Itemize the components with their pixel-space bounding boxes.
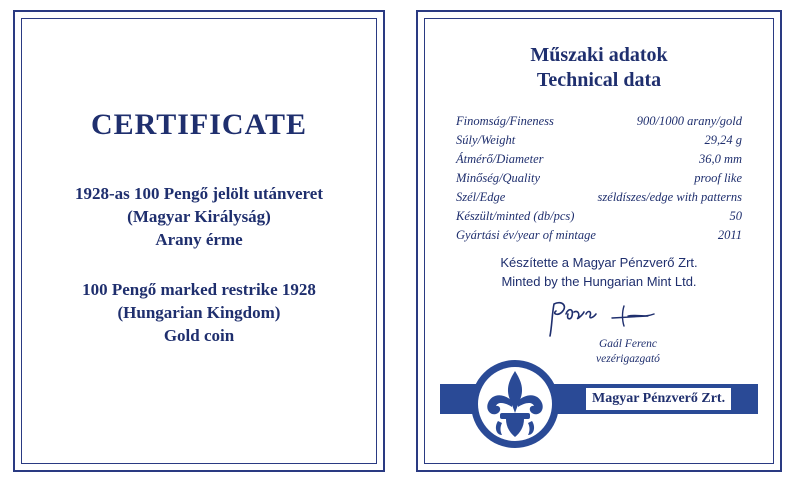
technical-title-en: Technical data <box>536 69 662 91</box>
spec-row <box>456 169 742 188</box>
spec-row <box>456 207 742 226</box>
spec-row <box>456 150 742 169</box>
spec-value: 50 <box>729 209 742 223</box>
spec-value: 2011 <box>717 228 742 242</box>
kingdom-en: (Hungarian Kingdom) <box>117 303 281 322</box>
spec-value: 36,0 mm <box>698 152 742 166</box>
spec-row <box>456 226 742 245</box>
technical-title-hu: Műszaki adatok <box>530 44 668 66</box>
minted-by-en: Minted by the Hungarian Mint Ltd. <box>501 274 697 289</box>
spec-label: Minőség/Quality <box>456 171 541 185</box>
spec-label: Gyártási év/year of mintage <box>456 228 596 242</box>
certificate-title: CERTIFICATE <box>90 108 308 141</box>
technical-data-panel <box>416 10 782 472</box>
certificate-panel <box>13 10 385 472</box>
kingdom-hu: (Magyar Királyság) <box>127 207 271 226</box>
spec-row <box>456 188 742 207</box>
spec-label: Finomság/Fineness <box>456 114 554 128</box>
signer-name: Gaál Ferenc <box>598 338 657 350</box>
signer-title: vezérigazgató <box>596 353 660 365</box>
spec-label: Átmérő/Diameter <box>456 152 544 166</box>
spec-value: proof like <box>694 171 742 185</box>
spec-value: 900/1000 arany/gold <box>636 114 742 128</box>
spec-value: 29,24 g <box>704 133 742 147</box>
spec-label: Szél/Edge <box>456 190 506 204</box>
signature <box>536 296 666 340</box>
spec-label: Súly/Weight <box>456 133 516 147</box>
coin-type-hu: Arany érme <box>155 230 243 249</box>
spec-row <box>456 112 742 131</box>
spec-row <box>456 131 742 150</box>
coin-type-en: Gold coin <box>163 326 235 345</box>
spec-table <box>456 112 742 245</box>
brand-name: Magyar Pénzverő Zrt. <box>586 388 731 410</box>
spec-label: Készült/minted (db/pcs) <box>456 209 575 223</box>
mint-logo-icon <box>468 357 562 451</box>
coin-name-hu: 1928-as 100 Pengő jelölt utánveret <box>74 184 324 203</box>
spec-value: széldíszes/edge with patterns <box>597 190 742 204</box>
minted-by-hu: Készítette a Magyar Pénzverő Zrt. <box>500 255 698 270</box>
coin-name-en: 100 Pengő marked restrike 1928 <box>82 280 316 299</box>
